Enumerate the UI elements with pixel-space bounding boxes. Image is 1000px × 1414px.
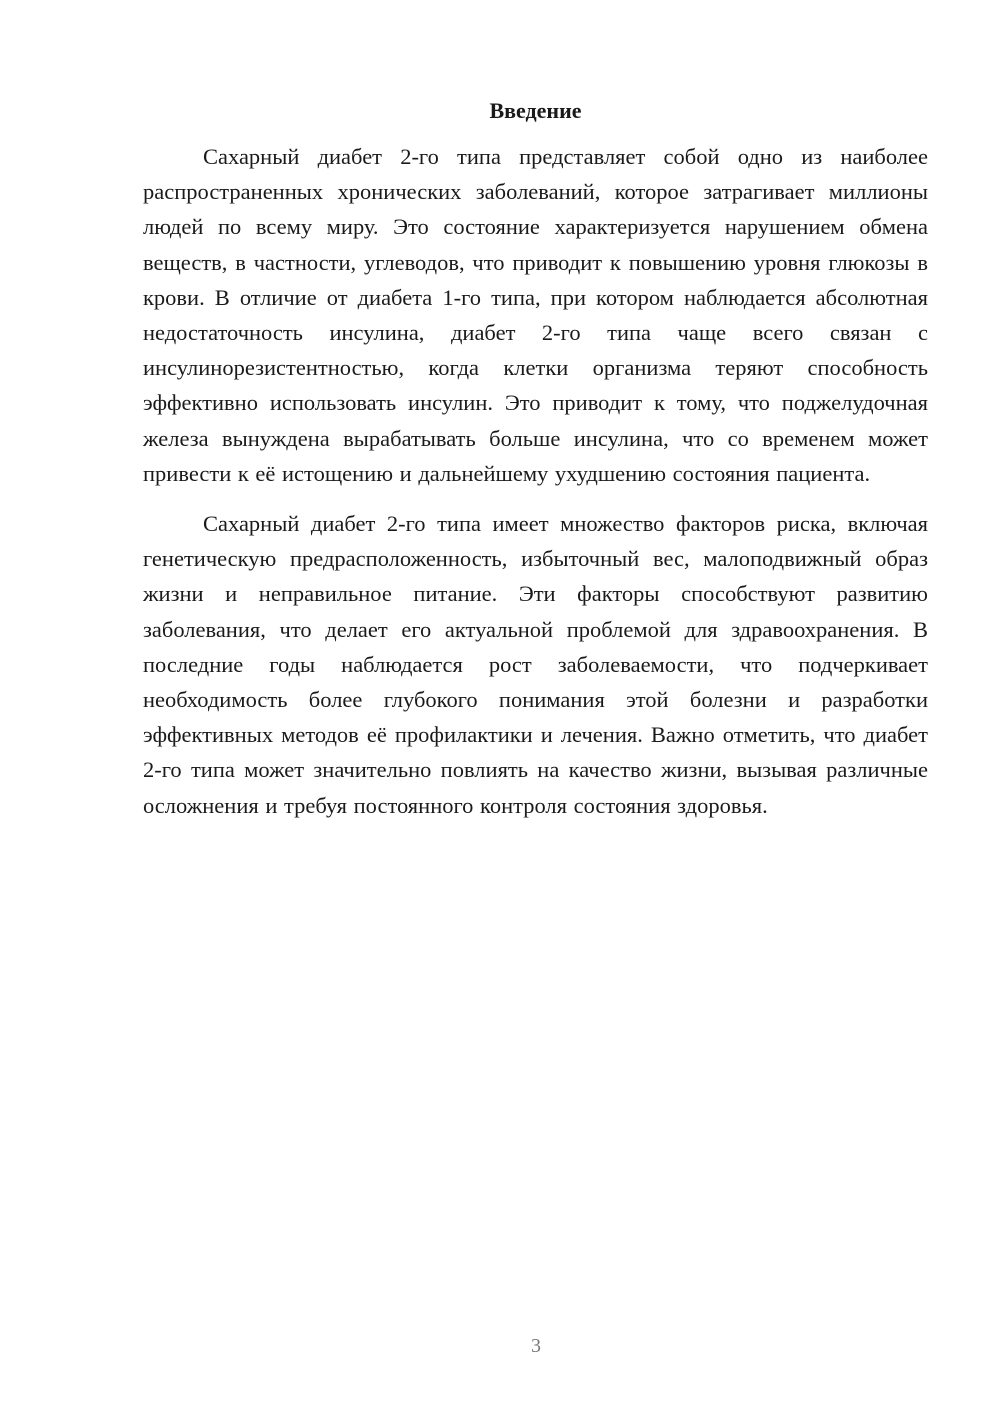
page-number: 3	[531, 1335, 541, 1357]
paragraph-1: Сахарный диабет 2-го типа представляет собой одно из наиболее распространенных хронических заболеваний, которое затрагивает миллионы людей по всему миру. Это состояние характеризуется нарушением обмена веществ, в частности, углеводов, что приводит к повышению уровня глюкозы в крови. В отличие от диабета 1-го типа, при котором наблюдается абсолютная недостаточность инсулина, диабет 2-го типа чаще всего связан с инсулинорезистентностью, когда клетки организма теряют способность эффективно использовать инсулин. Это приводит к тому, что поджелудочная железа вынуждена вырабатывать больше инсулина, что со временем может привести к её истощению и дальнейшему ухудшению состояния пациента.	[143, 144, 928, 486]
paragraph-2: Сахарный диабет 2-го типа имеет множество факторов риска, включая генетическую предрасположенность, избыточный вес, малоподвижный образ жизни и неправильное питание. Эти факторы способствуют развитию заболевания, что делает его актуальной проблемой для здравоохранения. В последние годы наблюдается рост заболеваемости, что подчеркивает необходимость более глубокого понимания этой болезни и разработки эффективных методов её профилактики и лечения. Важно отметить, что диабет 2-го типа может значительно повлиять на качество жизни, вызывая различные осложнения и требуя постоянного контроля состояния здоровья.	[143, 511, 928, 818]
section-heading: Введение	[489, 98, 582, 123]
page-content	[143, 96, 928, 823]
